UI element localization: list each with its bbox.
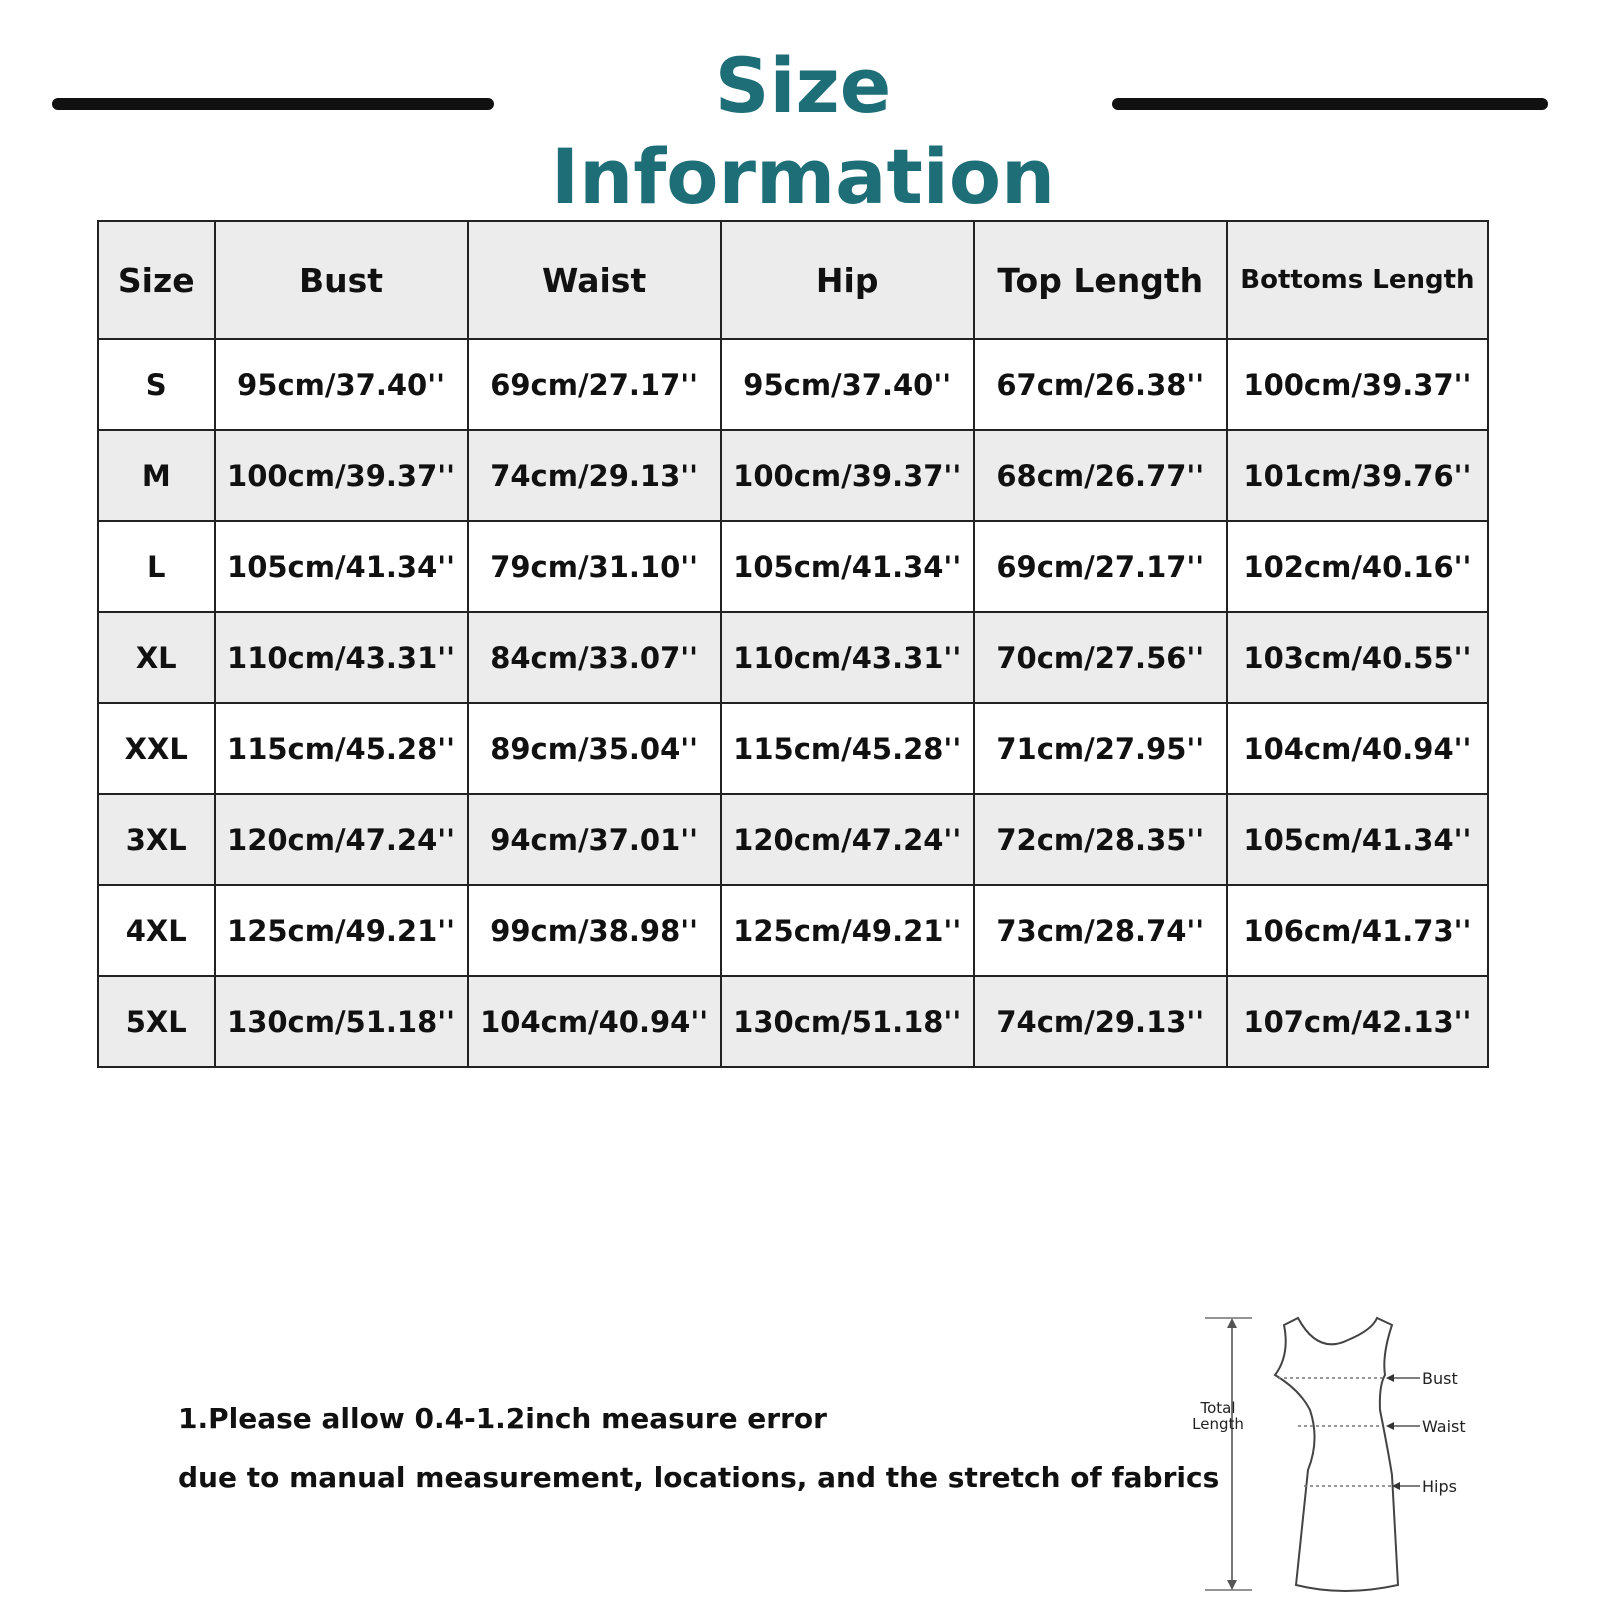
bust-cell: 105cm/41.34'': [215, 521, 468, 612]
waist-cell: 99cm/38.98'': [468, 885, 721, 976]
waist-label: Waist: [1422, 1417, 1466, 1436]
size-cell: XL: [98, 612, 215, 703]
top-length-cell: 68cm/26.77'': [974, 430, 1227, 521]
table-row: [98, 794, 1488, 885]
table-row: [98, 339, 1488, 430]
bust-cell: 110cm/43.31'': [215, 612, 468, 703]
hip-cell: 115cm/45.28'': [721, 703, 974, 794]
table-row: [98, 521, 1488, 612]
waist-cell: 79cm/31.10'': [468, 521, 721, 612]
header-top-length: Top Length: [974, 221, 1227, 339]
bottoms-length-cell: 104cm/40.94'': [1227, 703, 1488, 794]
bust-cell: 100cm/39.37'': [215, 430, 468, 521]
table-row: [98, 976, 1488, 1067]
hip-cell: 125cm/49.21'': [721, 885, 974, 976]
header-waist: Waist: [468, 221, 721, 339]
top-length-cell: 74cm/29.13'': [974, 976, 1227, 1067]
hip-cell: 130cm/51.18'': [721, 976, 974, 1067]
size-cell: S: [98, 339, 215, 430]
header-size: Size: [98, 221, 215, 339]
bust-cell: 95cm/37.40'': [215, 339, 468, 430]
bottoms-length-cell: 103cm/40.55'': [1227, 612, 1488, 703]
bottoms-length-cell: 100cm/39.37'': [1227, 339, 1488, 430]
size-cell: M: [98, 430, 215, 521]
total-length-label-2: Length: [1192, 1415, 1244, 1433]
waist-cell: 69cm/27.17'': [468, 339, 721, 430]
hip-cell: 105cm/41.34'': [721, 521, 974, 612]
size-cell: XXL: [98, 703, 215, 794]
hip-cell: 100cm/39.37'': [721, 430, 974, 521]
top-length-cell: 69cm/27.17'': [974, 521, 1227, 612]
total-length-label-1: Total: [1200, 1399, 1236, 1417]
table-row: [98, 430, 1488, 521]
top-length-cell: 73cm/28.74'': [974, 885, 1227, 976]
bust-cell: 120cm/47.24'': [215, 794, 468, 885]
title-rule-left: [52, 98, 494, 110]
dress-measurement-diagram: [1180, 1300, 1520, 1600]
waist-cell: 94cm/37.01'': [468, 794, 721, 885]
header-bottoms-length: Bottoms Length: [1227, 221, 1488, 339]
waist-cell: 84cm/33.07'': [468, 612, 721, 703]
hip-cell: 120cm/47.24'': [721, 794, 974, 885]
measure-error-note: 1.Please allow 0.4-1.2inch measure error: [178, 1402, 827, 1435]
page-title: Size Information: [550, 41, 1056, 222]
size-cell: L: [98, 521, 215, 612]
waist-cell: 74cm/29.13'': [468, 430, 721, 521]
table-row: [98, 703, 1488, 794]
bottoms-length-cell: 107cm/42.13'': [1227, 976, 1488, 1067]
hip-cell: 95cm/37.40'': [721, 339, 974, 430]
dress-outline: [1275, 1318, 1398, 1591]
waist-arrow: [1386, 1422, 1394, 1430]
bust-cell: 125cm/49.21'': [215, 885, 468, 976]
size-cell: 4XL: [98, 885, 215, 976]
waist-cell: 89cm/35.04'': [468, 703, 721, 794]
size-cell: 3XL: [98, 794, 215, 885]
header-bust: Bust: [215, 221, 468, 339]
measure-error-note-detail: due to manual measurement, locations, and the stretch of fabrics: [178, 1461, 1220, 1494]
top-length-cell: 70cm/27.56'': [974, 612, 1227, 703]
bust-cell: 130cm/51.18'': [215, 976, 468, 1067]
header-hip: Hip: [721, 221, 974, 339]
table-header-row: [98, 221, 1488, 339]
hips-label: Hips: [1422, 1477, 1457, 1496]
bottoms-length-cell: 106cm/41.73'': [1227, 885, 1488, 976]
size-cell: 5XL: [98, 976, 215, 1067]
table-row: [98, 885, 1488, 976]
bust-arrow: [1386, 1374, 1394, 1382]
top-length-cell: 67cm/26.38'': [974, 339, 1227, 430]
bust-cell: 115cm/45.28'': [215, 703, 468, 794]
top-length-cell: 71cm/27.95'': [974, 703, 1227, 794]
bust-label: Bust: [1422, 1369, 1458, 1388]
hip-cell: 110cm/43.31'': [721, 612, 974, 703]
top-length-cell: 72cm/28.35'': [974, 794, 1227, 885]
table-row: [98, 612, 1488, 703]
bottoms-length-cell: 102cm/40.16'': [1227, 521, 1488, 612]
total-length-arrow-up: [1227, 1318, 1237, 1328]
waist-cell: 104cm/40.94'': [468, 976, 721, 1067]
bottoms-length-cell: 105cm/41.34'': [1227, 794, 1488, 885]
title-rule-right: [1112, 98, 1548, 110]
total-length-arrow-down: [1227, 1580, 1237, 1590]
size-chart-table: [97, 220, 1489, 1068]
bottoms-length-cell: 101cm/39.76'': [1227, 430, 1488, 521]
